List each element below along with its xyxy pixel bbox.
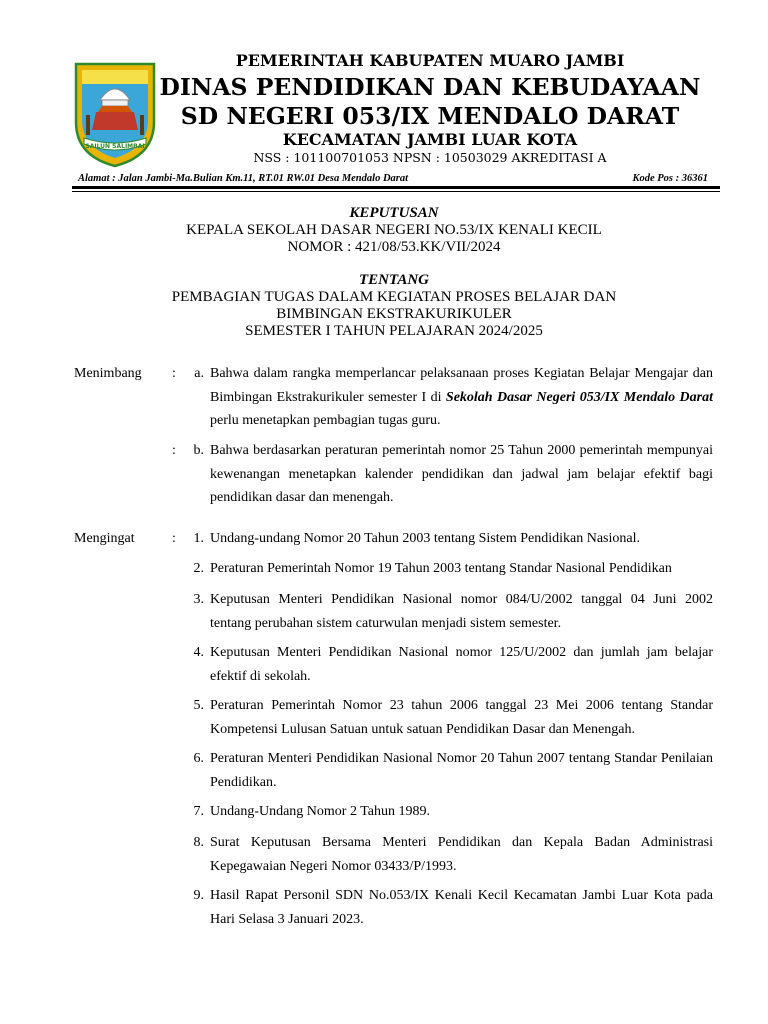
list-item: Undang-undang Nomor 20 Tahun 2003 tentang Sistem Pendidikan Nasional. (210, 531, 640, 546)
subject-line-3: SEMESTER I TAHUN PELAJARAN 2024/2025 (245, 323, 543, 339)
regency-emblem-logo (72, 60, 158, 168)
government-heading: PEMERINTAH KABUPATEN MUARO JAMBI (235, 51, 625, 70)
menimbang-colon: : (172, 366, 176, 381)
list-item-number: 8. (193, 835, 204, 850)
postal-code: Kode Pos : 36361 (632, 173, 708, 184)
list-item-number: 1. (193, 531, 204, 546)
school-name-emphasis: Sekolah Dasar Negeri 053/IX Mendalo Darat (445, 389, 713, 405)
decision-issuer: KEPALA SEKOLAH DASAR NEGERI NO.53/IX KENALI KECIL (186, 222, 602, 238)
list-item: Peraturan Pemerintah Nomor 23 tahun 2006 tanggal 23 Mei 2006 tentang Standar Kompetensi Lulusan Satuan untuk satuan Pendidikan Dasar dan Menengah. (210, 698, 713, 737)
subject-title: TENTANG (358, 272, 429, 288)
list-item: Keputusan Menteri Pendidikan Nasional nomor 125/U/2002 dan jumlah jam belajar efektif di sekolah. (210, 645, 713, 684)
list-item: Peraturan Menteri Pendidikan Nasional Nomor 20 Tahun 2007 tentang Standar Penilaian Pendidikan. (210, 751, 713, 790)
district-heading: KECAMATAN JAMBI LUAR KOTA (282, 130, 578, 149)
list-item: Keputusan Menteri Pendidikan Nasional nomor 084/U/2002 tanggal 04 Juni 2002 tentang perubahan sistem caturwulan menjadi sistem semester. (210, 592, 713, 631)
list-item-number: 2. (193, 561, 204, 576)
menimbang-b-text: Bahwa berdasarkan peraturan pemerintah nomor 25 Tahun 2000 pemerintah mempunyai kewenangan menetapkan kalender pendidikan dan jadwal jam belajar efektif bagi pendidikan dasar dan menengah. (210, 443, 713, 505)
list-item: Undang-Undang Nomor 2 Tahun 1989. (210, 804, 431, 819)
menimbang-b-colon: : (172, 443, 176, 458)
decision-number: NOMOR : 421/08/53.KK/VII/2024 (287, 239, 501, 255)
mengingat-colon: : (172, 531, 176, 546)
subject-line-1: PEMBAGIAN TUGAS DALAM KEGIATAN PROSES BELAJAR DAN (171, 289, 617, 305)
list-item: Hasil Rapat Personil SDN No.053/IX Kenali Kecil Kecamatan Jambi Luar Kota pada Hari Selasa 3 Januari 2023. (210, 888, 713, 927)
list-item-number: 3. (193, 592, 204, 607)
menimbang-label: Menimbang (74, 366, 142, 381)
school-identifiers: NSS : 101100701053 NPSN : 10503029 AKREDITASI A (253, 150, 607, 165)
menimbang-a-marker: a. (194, 366, 204, 381)
department-heading: DINAS PENDIDIKAN DAN KEBUDAYAAN (159, 73, 701, 101)
header-divider-thin (72, 191, 720, 192)
subject-line-2: BIMBINGAN EKSTRAKURIKULER (276, 306, 512, 322)
menimbang-a-text: Bahwa dalam rangka memperlancar pelaksanaan proses Kegiatan Belajar Mengajar dan Bimbingan Ekstrakurikuler semester I di Sekolah Dasar Negeri 053/IX Mendalo Darat perlu menetapkan pembagian tugas guru. (210, 366, 713, 428)
school-name-heading: SD NEGERI 053/IX MENDALO DARAT (180, 102, 680, 130)
svg-text:SAILUN SALIMBAI: SAILUN SALIMBAI (85, 143, 145, 150)
list-item: Peraturan Pemerintah Nomor 19 Tahun 2003 tentang Standar Nasional Pendidikan (210, 561, 672, 576)
list-item-number: 7. (193, 804, 204, 819)
decision-title: KEPUTUSAN (349, 205, 439, 221)
header-divider-thick (72, 186, 720, 189)
list-item: Surat Keputusan Bersama Menteri Pendidikan dan Kepala Badan Administrasi Kepegawaian Negeri Nomor 03433/P/1993. (210, 835, 713, 874)
school-address: Alamat : Jalan Jambi-Ma.Bulian Km.11, RT.01 RW.01 Desa Mendalo Darat (78, 173, 409, 184)
list-item-number: 9. (193, 888, 204, 903)
list-item-number: 5. (193, 698, 204, 713)
list-item-number: 6. (193, 751, 204, 766)
mengingat-label: Mengingat (74, 531, 135, 546)
menimbang-b-marker: b. (193, 443, 204, 458)
list-item-number: 4. (193, 645, 204, 660)
